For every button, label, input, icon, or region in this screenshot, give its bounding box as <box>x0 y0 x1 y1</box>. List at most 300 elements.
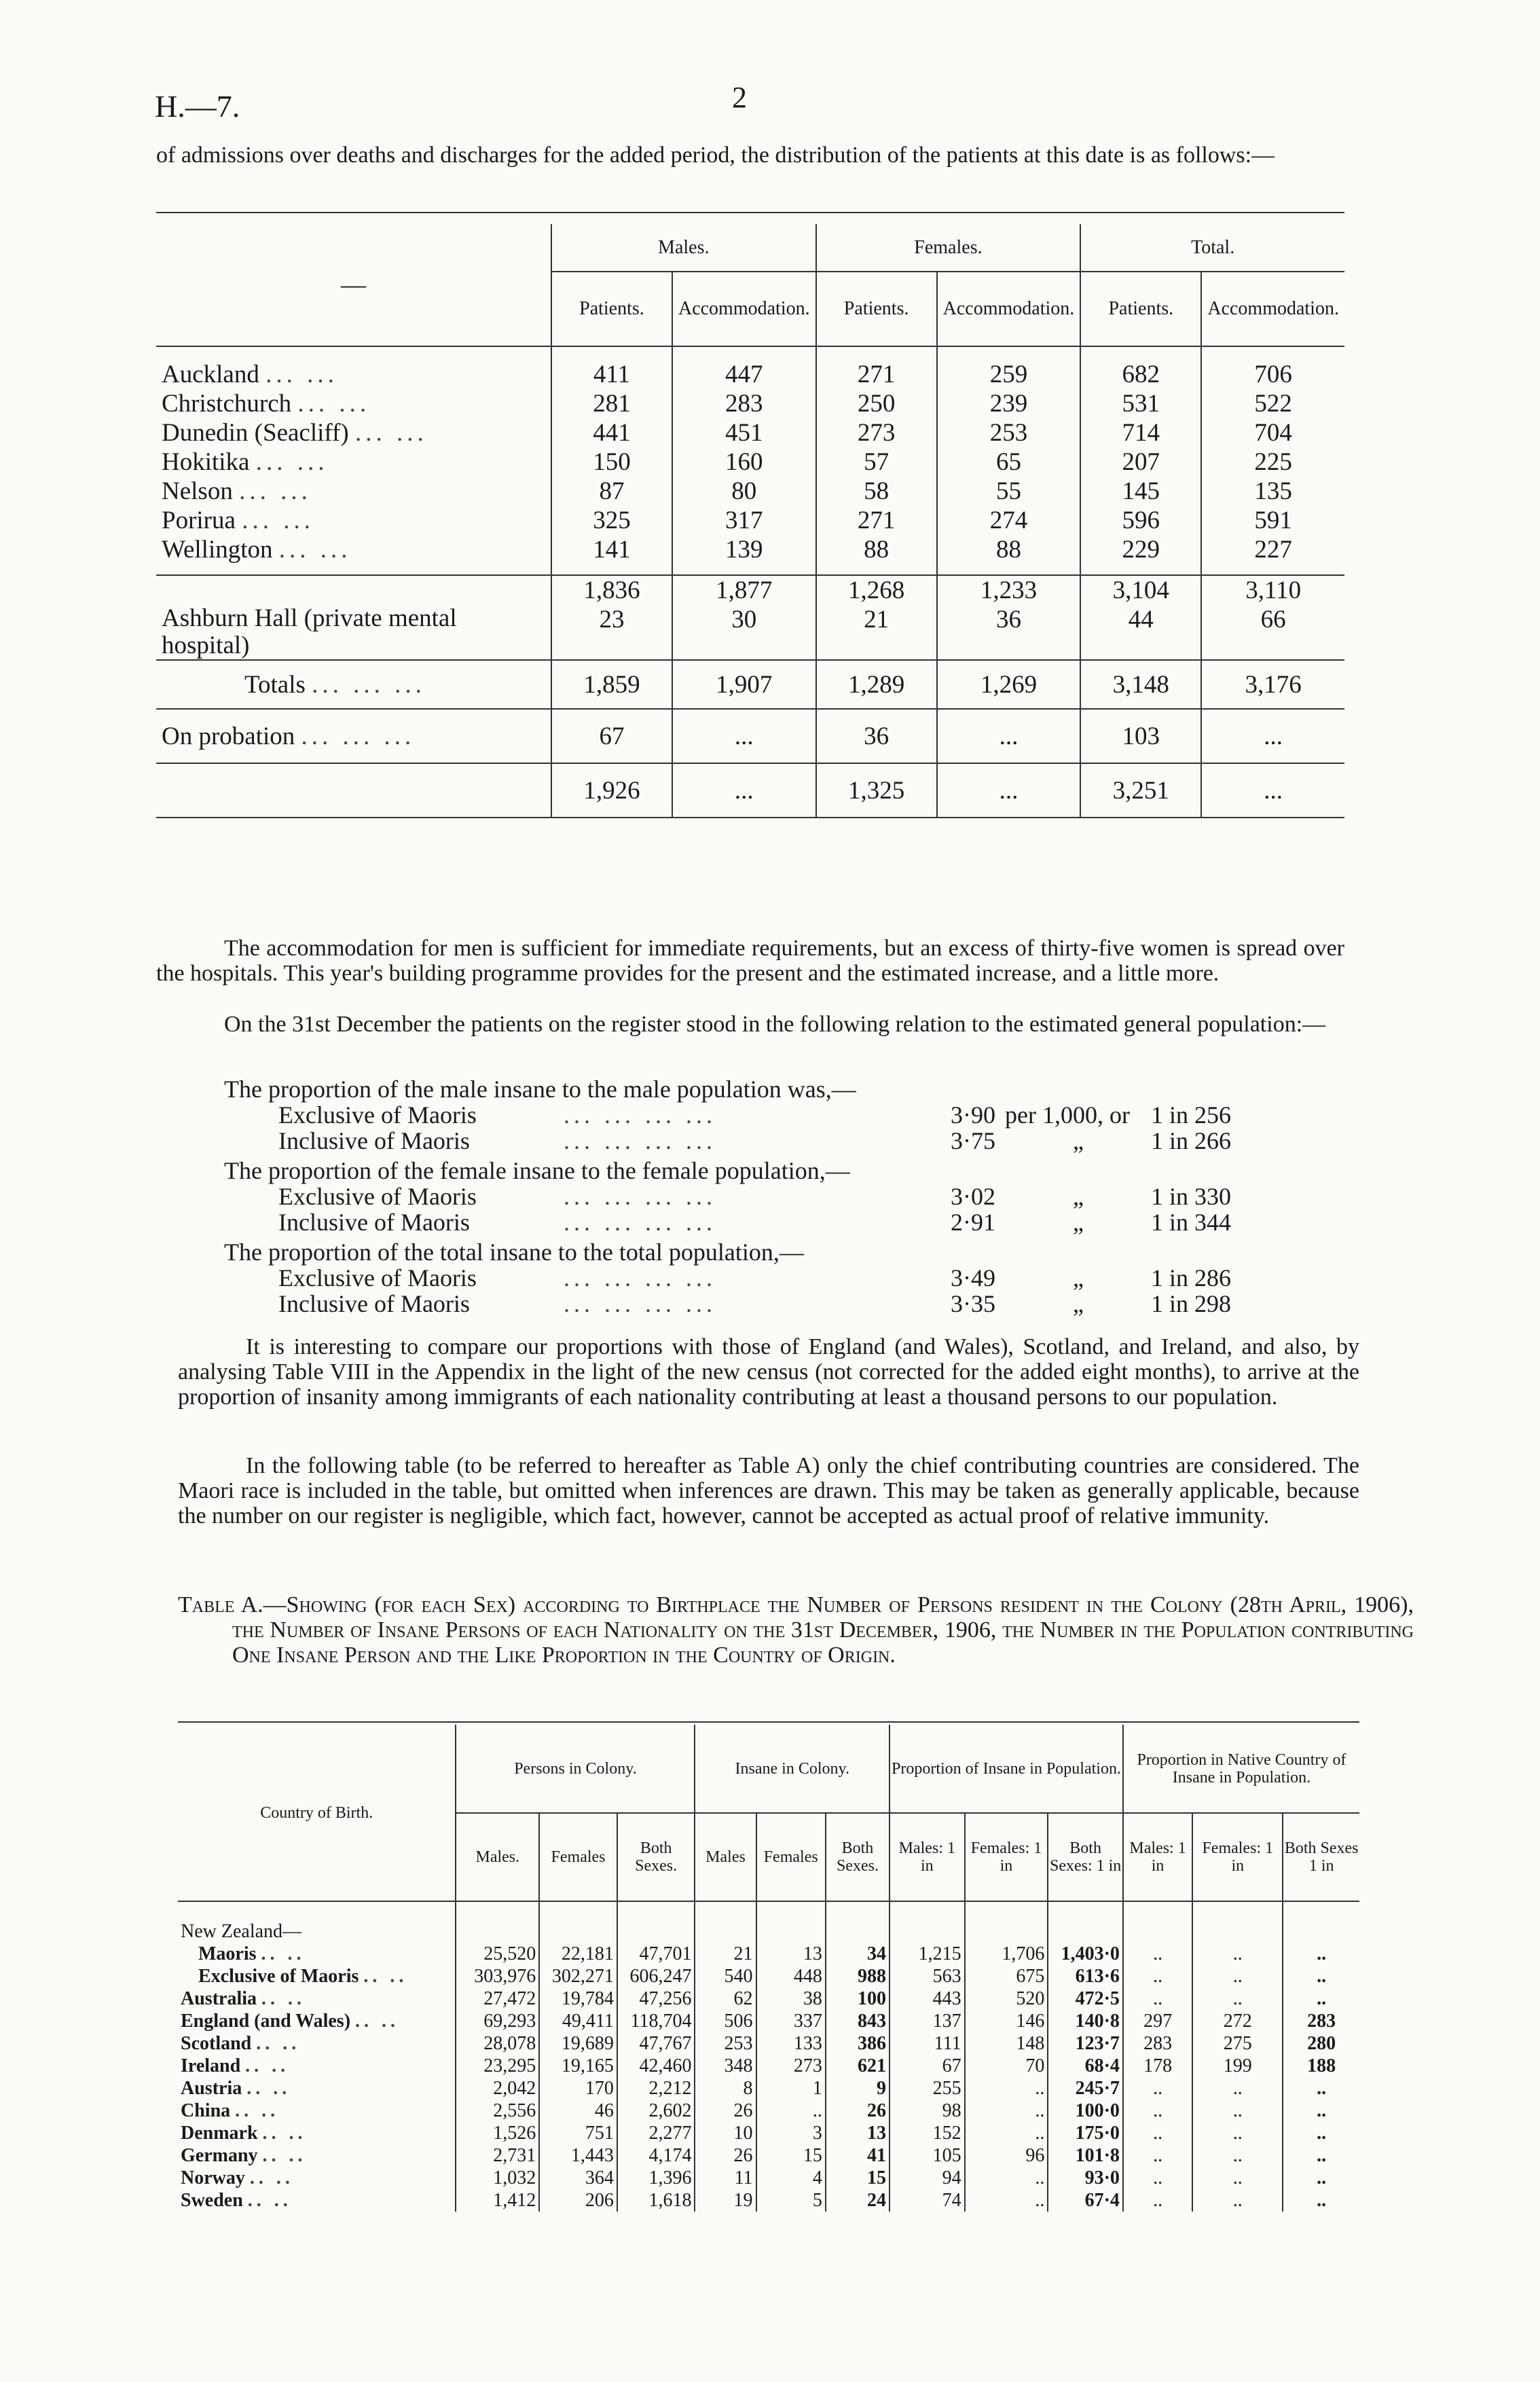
table-a-cell: .. <box>1283 1943 1359 1965</box>
table-a-cell: 133 <box>756 2032 826 2055</box>
proportion-ratio: 1 in 286 <box>1151 1264 1232 1291</box>
table-a-cell: 98 <box>890 2100 965 2122</box>
hospital-name: Wellington <box>162 536 273 564</box>
table-a-cell: 1,618 <box>617 2189 695 2212</box>
probation-cell: ... <box>1201 709 1344 763</box>
table-a-cell: 26 <box>826 2100 890 2122</box>
hospital-name: Auckland <box>162 361 259 388</box>
table-a-cell: 13 <box>756 1943 826 1965</box>
country-row: Denmark .. .. 1,526 751 2,277 10 3 13 152 .. 175·0 .. .. .. <box>178 2122 1359 2144</box>
table-a-cell: 23,295 <box>456 2055 539 2077</box>
table-a-cell: 4,174 <box>617 2144 695 2167</box>
proportion-per: „ <box>1073 1209 1084 1236</box>
sub-header: Females: 1 in <box>1192 1813 1283 1901</box>
hospital-name: Dunedin (Seacliff) <box>162 419 349 447</box>
table-a-cell: 47,256 <box>617 1987 695 2010</box>
country-name: Ireland <box>181 2055 241 2076</box>
table-a-cell: .. <box>1283 2189 1359 2212</box>
table-a-cell: .. <box>1283 2144 1359 2167</box>
country-name: Austria <box>181 2078 242 2099</box>
table-a-cell: 93·0 <box>1048 2167 1123 2189</box>
country-name: Exclusive of Maoris <box>198 1966 359 1987</box>
table-a-cell: 22,181 <box>539 1943 617 1965</box>
hospital-cell: 150 <box>551 447 672 477</box>
table-a-cell: 10 <box>695 2122 756 2144</box>
grand-total-cell: 1,926 <box>551 763 672 818</box>
hospital-cell: 714 <box>1080 418 1201 447</box>
table-a-cell: 1,215 <box>890 1943 965 1965</box>
table-a-cell: 283 <box>1283 2010 1359 2032</box>
hospital-cell: 441 <box>551 418 672 447</box>
country-row: Australia .. .. 27,472 19,784 47,256 62 38 100 443 520 472·5 .. .. .. <box>178 1987 1359 2010</box>
sub-header: Both Sexes. <box>826 1813 890 1901</box>
hospital-cell: 58 <box>816 477 937 506</box>
table-a-cell: .. <box>1192 1965 1283 1987</box>
hospital-cell: 80 <box>672 477 816 506</box>
proportion-line: Inclusive of Maoris ... ... ... ... 3·75 „ 1 in 266 <box>278 1127 1232 1154</box>
hospital-cell: 55 <box>937 477 1081 506</box>
table-a-cell: 540 <box>695 1965 756 1987</box>
table-a-cell: 19,689 <box>539 2032 617 2055</box>
hospital-cell: 682 <box>1080 360 1201 389</box>
table-a-cell: 70 <box>965 2055 1048 2077</box>
hospital-cell: 227 <box>1201 535 1344 564</box>
paragraph-accommodation: The accommodation for men is sufficient for immediate requirements, but an excess of thirty-five women is spread over the hospitals. This year's building programme provides for the present and the estimated increase, and a little more. <box>156 936 1344 986</box>
proportion-line: Exclusive of Maoris ... ... ... ... 3·49 „ 1 in 286 <box>278 1264 1232 1291</box>
hospital-row: Nelson ... ... 87 80 58 55 145 135 <box>156 477 1344 506</box>
totals-cell: 1,907 <box>672 660 816 709</box>
table-a-cell: 988 <box>826 1965 890 1987</box>
group-header: Proportion in Native Country of Insane in Population. <box>1123 1725 1359 1813</box>
table-a-cell: 2,212 <box>617 2077 695 2100</box>
page-number: 2 <box>732 81 747 114</box>
table-a-cell: 21 <box>695 1943 756 1965</box>
table-a-cell: 1,396 <box>617 2167 695 2189</box>
hospital-cell: 325 <box>551 506 672 535</box>
hospital-cell: 522 <box>1201 389 1344 418</box>
hospital-cell: 317 <box>672 506 816 535</box>
grand-total-cell: ... <box>1201 763 1344 818</box>
probation-cell: 67 <box>551 709 672 763</box>
sub-header: Patients. <box>816 272 937 346</box>
table-a-cell: 386 <box>826 2032 890 2055</box>
subtotal-cell: 1,877 <box>672 575 816 605</box>
ashburn-cell: 66 <box>1201 605 1344 660</box>
subtotal-cell: 3,110 <box>1201 575 1344 605</box>
table-a-cell: .. <box>1192 1987 1283 2010</box>
table-a-cell: 253 <box>695 2032 756 2055</box>
table-a-cell: 443 <box>890 1987 965 2010</box>
table-a-cell: 178 <box>1123 2055 1192 2077</box>
table-a-cell: .. <box>965 2077 1048 2100</box>
table-a-cell: 148 <box>965 2032 1048 2055</box>
table-a-cell: 280 <box>1283 2032 1359 2055</box>
country-row: Sweden .. .. 1,412 206 1,618 19 5 24 74 .. 67·4 .. .. .. <box>178 2189 1359 2212</box>
proportion-rate: 3·35 <box>951 1290 995 1317</box>
hospital-cell: 253 <box>937 418 1081 447</box>
table-a-cell: 123·7 <box>1048 2032 1123 2055</box>
table-a-cell: 101·8 <box>1048 2144 1123 2167</box>
proportion-ratio: 1 in 298 <box>1151 1290 1232 1317</box>
table-a-cell: 118,704 <box>617 2010 695 2032</box>
table-a-cell: .. <box>1123 2077 1192 2100</box>
table-a-cell: 245·7 <box>1048 2077 1123 2100</box>
country-row: Norway .. .. 1,032 364 1,396 11 4 15 94 .. 93·0 .. .. .. <box>178 2167 1359 2189</box>
table-a-cell: 275 <box>1192 2032 1283 2055</box>
ashburn-cell: 23 <box>551 605 672 660</box>
table-a-cell: 2,042 <box>456 2077 539 2100</box>
table-a-cell: 843 <box>826 2010 890 2032</box>
table-a-cell: 2,602 <box>617 2100 695 2122</box>
hospital-cell: 271 <box>816 360 937 389</box>
table-a-cell: 506 <box>695 2010 756 2032</box>
subtotal-cell: 1,268 <box>816 575 937 605</box>
header-total: Total. <box>1080 224 1344 272</box>
table-a-cell: .. <box>1192 2100 1283 2122</box>
table-a-cell: 199 <box>1192 2055 1283 2077</box>
table-a-cell: .. <box>1192 1943 1283 1965</box>
hospital-cell: 704 <box>1201 418 1344 447</box>
grand-total-cell: ... <box>672 763 816 818</box>
table-a-cell: 563 <box>890 1965 965 1987</box>
country-name: Germany <box>181 2145 258 2166</box>
table-a-cell: 4 <box>756 2167 826 2189</box>
hospital-cell: 139 <box>672 535 816 564</box>
group-header: Insane in Colony. <box>695 1725 890 1813</box>
table-a-cell: 26 <box>695 2100 756 2122</box>
table-a-cell: 175·0 <box>1048 2122 1123 2144</box>
table-a-cell: 302,271 <box>539 1965 617 1987</box>
hospital-cell: 65 <box>937 447 1081 477</box>
table-a-cell: 62 <box>695 1987 756 2010</box>
table-a-cell: 206 <box>539 2189 617 2212</box>
proportion-label: Inclusive of Maoris <box>278 1209 470 1236</box>
hospital-cell: 271 <box>816 506 937 535</box>
table-a-cell: 520 <box>965 1987 1048 2010</box>
country-name: Sweden <box>181 2190 243 2211</box>
table-a-cell: 27,472 <box>456 1987 539 2010</box>
sub-header: Both Sexes: 1 in <box>1048 1813 1123 1901</box>
ashburn-cell: 21 <box>816 605 937 660</box>
country-row: England (and Wales) .. .. 69,293 49,411 118,704 506 337 843 137 146 140·8 297 272 283 <box>178 2010 1359 2032</box>
table-a-cell: 5 <box>756 2189 826 2212</box>
paragraph-table-a-intro: In the following table (to be referred to hereafter as Table A) only the chief contributing countries are considered. The Maori race is included in the table, but omitted when inferences are drawn. This may be taken as generally applicable, because the number on our register is negligible, which fact, however, cannot be accepted as actual proof of relative immunity. <box>178 1453 1359 1528</box>
hospital-cell: 207 <box>1080 447 1201 477</box>
table-a-cell: .. <box>965 2189 1048 2212</box>
hospital-cell: 273 <box>816 418 937 447</box>
table-a-cell: 1,412 <box>456 2189 539 2212</box>
grand-total-cell: ... <box>937 763 1081 818</box>
table-a-cell: 170 <box>539 2077 617 2100</box>
hospital-row: Wellington ... ... 141 139 88 88 229 227 <box>156 535 1344 564</box>
patients-table: — Males. Females. Total. Patients. Accommodation. Patients. Accommodation. Patients. Accommodation. Auckland ... ... 411 447 271 259 682 706 Christchurch ... ... 281 283 250 239 531 522 Dunedin (Seacliff) ... ... 441 451 273 253 714 704 Hokitika ... ... 150 160 57 65 207 225 Nelson ... ... 87 80 58 55 145 135 Porirua ... ... 325 317 271 274 596 591 Wellington ... ... 141 139 88 88 229 227 1,836 1,877 1,268 1,233 3,104 3,110 Ashburn Hall (private mental hospital) 23 30 21 36 44 66 Totals ... ... ... 1,859 1,907 1,289 1,269 3,148 3,176 On probation ... ... ... 67 ... 36 ... 103 ... 1,926 ... 1,325 ... 3,251 ... <box>156 224 1344 818</box>
proportion-label: Exclusive of Maoris <box>278 1101 477 1129</box>
table-a-cell: .. <box>1283 1987 1359 2010</box>
grand-total-cell: 1,325 <box>816 763 937 818</box>
country-name: China <box>181 2100 231 2121</box>
paragraph-register: On the 31st December the patients on the register stood in the following relation to the estimated general population:— <box>224 1012 1326 1037</box>
country-row: Germany .. .. 2,731 1,443 4,174 26 15 41 105 96 101·8 .. .. .. <box>178 2144 1359 2167</box>
table-a-cell: .. <box>1192 2189 1283 2212</box>
table-a-cell: 255 <box>890 2077 965 2100</box>
table-a-cell: .. <box>1123 2167 1192 2189</box>
table-a-cell: .. <box>1283 2122 1359 2144</box>
table-a-cell: 188 <box>1283 2055 1359 2077</box>
table-a-cell: 606,247 <box>617 1965 695 1987</box>
country-name: Australia <box>181 1988 257 2009</box>
table-a-cell: 472·5 <box>1048 1987 1123 2010</box>
country-name: Denmark <box>181 2123 258 2144</box>
table-a-cell: .. <box>1123 1965 1192 1987</box>
table-a-cell: 1,403·0 <box>1048 1943 1123 1965</box>
table-a-cell: 675 <box>965 1965 1048 1987</box>
hospital-cell: 591 <box>1201 506 1344 535</box>
table-a-cell: .. <box>1283 1965 1359 1987</box>
hospital-cell: 88 <box>937 535 1081 564</box>
hospital-cell: 250 <box>816 389 937 418</box>
table-a-cell: 19,165 <box>539 2055 617 2077</box>
table-a-cell: .. <box>1192 2077 1283 2100</box>
hospital-cell: 259 <box>937 360 1081 389</box>
proportion-heading: The proportion of the male insane to the male population was,— <box>224 1076 856 1103</box>
table-a-cell: 273 <box>756 2055 826 2077</box>
totals-cell: 1,269 <box>937 660 1081 709</box>
table-a-cell: 96 <box>965 2144 1048 2167</box>
table-a-top-rule <box>178 1721 1359 1723</box>
table-a-cell: .. <box>1283 2077 1359 2100</box>
sub-header: Accommodation. <box>937 272 1081 346</box>
table-a-cell: .. <box>1123 2189 1192 2212</box>
hospital-cell: 283 <box>672 389 816 418</box>
proportion-label: Inclusive of Maoris <box>278 1290 470 1317</box>
hospital-row: Porirua ... ... 325 317 271 274 596 591 <box>156 506 1344 535</box>
table-a-cell: .. <box>1123 2100 1192 2122</box>
hospital-cell: 451 <box>672 418 816 447</box>
table-a-cell: 152 <box>890 2122 965 2144</box>
table-a-cell: 111 <box>890 2032 965 2055</box>
group-header: Persons in Colony. <box>456 1725 695 1813</box>
ashburn-cell: 44 <box>1080 605 1201 660</box>
country-row: Exclusive of Maoris .. .. 303,976 302,271 606,247 540 448 988 563 675 613·6 .. .. .. <box>178 1965 1359 1987</box>
hospital-cell: 239 <box>937 389 1081 418</box>
table-a-cell: 15 <box>756 2144 826 2167</box>
table-a-cell: .. <box>965 2122 1048 2144</box>
totals-cell: 3,176 <box>1201 660 1344 709</box>
hospital-cell: 160 <box>672 447 816 477</box>
totals-cell: 3,148 <box>1080 660 1201 709</box>
table-a-cell: 100 <box>826 1987 890 2010</box>
table-a-cell: 49,411 <box>539 2010 617 2032</box>
table-a-cell: .. <box>1192 2122 1283 2144</box>
table-a-cell: 28,078 <box>456 2032 539 2055</box>
hospital-cell: 57 <box>816 447 937 477</box>
table-a-cell: 47,767 <box>617 2032 695 2055</box>
country-row: Maoris .. .. 25,520 22,181 47,701 21 13 34 1,215 1,706 1,403·0 .. .. .. <box>178 1943 1359 1965</box>
sub-header: Accommodation. <box>1201 272 1344 346</box>
table-a-cell: .. <box>756 2100 826 2122</box>
table-a-cell: .. <box>1283 2100 1359 2122</box>
hospital-cell: 281 <box>551 389 672 418</box>
table-a-cell: 38 <box>756 1987 826 2010</box>
proportion-line: Inclusive of Maoris ... ... ... ... 2·91 „ 1 in 344 <box>278 1209 1232 1236</box>
sub-header: Males <box>695 1813 756 1901</box>
proportion-rate: 3·49 <box>951 1264 995 1291</box>
totals-cell: 1,289 <box>816 660 937 709</box>
table-a-cell: 297 <box>1123 2010 1192 2032</box>
hospital-row: Dunedin (Seacliff) ... ... 441 451 273 253 714 704 <box>156 418 1344 447</box>
table-a-cell: 69,293 <box>456 2010 539 2032</box>
subtotal-cell: 3,104 <box>1080 575 1201 605</box>
probation-cell: 103 <box>1080 709 1201 763</box>
table-a-cell: 1,526 <box>456 2122 539 2144</box>
proportion-heading: The proportion of the female insane to the female population,— <box>224 1157 850 1184</box>
table-a-cell: 613·6 <box>1048 1965 1123 1987</box>
table-a-cell: 140·8 <box>1048 2010 1123 2032</box>
table-a-cell: 1,443 <box>539 2144 617 2167</box>
hospital-name: Christchurch <box>162 390 292 418</box>
intro-text: of admissions over deaths and discharges for the added period, the distribution of the patients at this date is as follows:— <box>156 143 1275 168</box>
proportion-ratio: 1 in 256 <box>1151 1101 1232 1129</box>
sub-header: Males: 1 in <box>890 1813 965 1901</box>
table-a-cell: .. <box>1123 1987 1192 2010</box>
table-a-cell: .. <box>965 2167 1048 2189</box>
table-a-cell: 67 <box>890 2055 965 2077</box>
table-a-cell: 2,731 <box>456 2144 539 2167</box>
table-a-cell: 146 <box>965 2010 1048 2032</box>
proportion-ratio: 1 in 330 <box>1151 1183 1232 1210</box>
hospital-row: Christchurch ... ... 281 283 250 239 531 522 <box>156 389 1344 418</box>
table-a-cell: 621 <box>826 2055 890 2077</box>
table-a-cell: 1 <box>756 2077 826 2100</box>
table-a-cell: 3 <box>756 2122 826 2144</box>
hospital-name: Nelson <box>162 477 233 505</box>
proportion-label: Inclusive of Maoris <box>278 1127 470 1154</box>
hospital-cell: 596 <box>1080 506 1201 535</box>
proportion-per: „ <box>1073 1183 1084 1210</box>
table-a <box>178 1725 1359 2212</box>
table-a-cell: 46 <box>539 2100 617 2122</box>
hospital-cell: 411 <box>551 360 672 389</box>
paragraph-comparison: It is interesting to compare our proportions with those of England (and Wales), Scotland, and Ireland, and also, by analysing Table VIII in the Appendix in the light of the new census (not corrected for the added eight months), to arrive at the proportion of insanity among immigrants of each nationality contributing at least a thousand persons to our population. <box>178 1334 1359 1410</box>
proportion-line: Inclusive of Maoris ... ... ... ... 3·35 „ 1 in 298 <box>278 1290 1232 1317</box>
proportion-heading: The proportion of the total insane to the total population,— <box>224 1239 804 1266</box>
table-a-cell: .. <box>1123 1943 1192 1965</box>
table1-blank-header: — <box>340 270 366 299</box>
table-a-cell: .. <box>1123 2122 1192 2144</box>
table-a-cell: 1,706 <box>965 1943 1048 1965</box>
table-a-cell: 19,784 <box>539 1987 617 2010</box>
hospital-cell: 145 <box>1080 477 1201 506</box>
table-a-cell: 94 <box>890 2167 965 2189</box>
table-a-cell: 13 <box>826 2122 890 2144</box>
sub-header: Males: 1 in <box>1123 1813 1192 1901</box>
country-of-birth-header: Country of Birth. <box>260 1803 373 1822</box>
new-zealand-label: New Zealand— <box>181 1921 302 1942</box>
table-a-cell: 303,976 <box>456 1965 539 1987</box>
proportion-ratio: 1 in 266 <box>1151 1127 1232 1154</box>
table1-top-rule <box>156 212 1344 213</box>
country-row: Ireland .. .. 23,295 19,165 42,460 348 273 621 67 70 68·4 178 199 188 <box>178 2055 1359 2077</box>
proportion-rate: 2·91 <box>951 1209 995 1236</box>
table-a-cell: 41 <box>826 2144 890 2167</box>
totals-cell: 1,859 <box>551 660 672 709</box>
hospital-cell: 447 <box>672 360 816 389</box>
proportion-rate: 3·90 <box>951 1101 995 1129</box>
sub-header: Males. <box>456 1813 539 1901</box>
table-a-cell: 15 <box>826 2167 890 2189</box>
country-name: England (and Wales) <box>181 2011 351 2032</box>
hospital-cell: 531 <box>1080 389 1201 418</box>
hospital-row: Auckland ... ... 411 447 271 259 682 706 <box>156 360 1344 389</box>
country-name: Scotland <box>181 2033 252 2054</box>
proportion-label: Exclusive of Maoris <box>278 1264 477 1291</box>
hospital-cell: 135 <box>1201 477 1344 506</box>
hospital-row: Hokitika ... ... 150 160 57 65 207 225 <box>156 447 1344 477</box>
subtotal-cell: 1,836 <box>551 575 672 605</box>
sub-header: Females <box>756 1813 826 1901</box>
proportion-line: Exclusive of Maoris ... ... ... ... 3·02 „ 1 in 330 <box>278 1183 1232 1210</box>
table-a-cell: 67·4 <box>1048 2189 1123 2212</box>
proportion-per: „ <box>1073 1290 1084 1317</box>
hospital-cell: 88 <box>816 535 937 564</box>
probation-cell: 36 <box>816 709 937 763</box>
country-row: Austria .. .. 2,042 170 2,212 8 1 9 255 .. 245·7 .. .. .. <box>178 2077 1359 2100</box>
document-reference: H.—7. <box>155 89 240 124</box>
table-a-caption: Table A.—Showing (for each Sex) according to Birthplace the Number of Persons resident in the Colony (28th April, 1906), the Number of Insane Persons of each Nationality on the 31st December, 1906, the Number in the Population contributing One Insane Person and the Like Proportion in the Country of Origin. <box>178 1592 1414 1668</box>
table-a-cell: .. <box>1192 2144 1283 2167</box>
sub-header: Females <box>539 1813 617 1901</box>
table-a-cell: .. <box>1123 2144 1192 2167</box>
country-name: Maoris <box>198 1943 257 1964</box>
table-a-cell: 47,701 <box>617 1943 695 1965</box>
table-a-cell: 2,556 <box>456 2100 539 2122</box>
proportion-line: Exclusive of Maoris ... ... ... ... 3·90 per 1,000, or 1 in 256 <box>278 1101 1232 1129</box>
subtotal-cell: 1,233 <box>937 575 1081 605</box>
hospital-cell: 225 <box>1201 447 1344 477</box>
table-a-cell: 2,277 <box>617 2122 695 2144</box>
table-a-cell: 68·4 <box>1048 2055 1123 2077</box>
table-a-cell: 1,032 <box>456 2167 539 2189</box>
table-a-cell: 9 <box>826 2077 890 2100</box>
proportions-block <box>224 1076 1310 1317</box>
country-row: China .. .. 2,556 46 2,602 26 .. 26 98 .. 100·0 .. .. .. <box>178 2100 1359 2122</box>
probation-label: On probation <box>162 722 295 750</box>
sub-header: Both Sexes. <box>617 1813 695 1901</box>
table-a-cell: 105 <box>890 2144 965 2167</box>
table-a-cell: 137 <box>890 2010 965 2032</box>
hospital-cell: 229 <box>1080 535 1201 564</box>
header-males: Males. <box>551 224 816 272</box>
ashburn-label: Ashburn Hall (private mental hospital) <box>162 604 457 659</box>
table-a-cell: 337 <box>756 2010 826 2032</box>
country-row: Scotland .. .. 28,078 19,689 47,767 253 133 386 111 148 123·7 283 275 280 <box>178 2032 1359 2055</box>
table-a-cell: .. <box>1192 2167 1283 2189</box>
table-a-cell: 364 <box>539 2167 617 2189</box>
table-a-cell: 751 <box>539 2122 617 2144</box>
hospital-name: Porirua <box>162 507 236 534</box>
proportion-label: Exclusive of Maoris <box>278 1183 477 1210</box>
probation-cell: ... <box>937 709 1081 763</box>
table-a-cell: 25,520 <box>456 1943 539 1965</box>
hospital-cell: 274 <box>937 506 1081 535</box>
table-a-cell: 42,460 <box>617 2055 695 2077</box>
ashburn-cell: 30 <box>672 605 816 660</box>
proportion-ratio: 1 in 344 <box>1151 1209 1232 1236</box>
grand-total-cell: 3,251 <box>1080 763 1201 818</box>
hospital-cell: 87 <box>551 477 672 506</box>
table-a-cell: 448 <box>756 1965 826 1987</box>
hospital-cell: 141 <box>551 535 672 564</box>
